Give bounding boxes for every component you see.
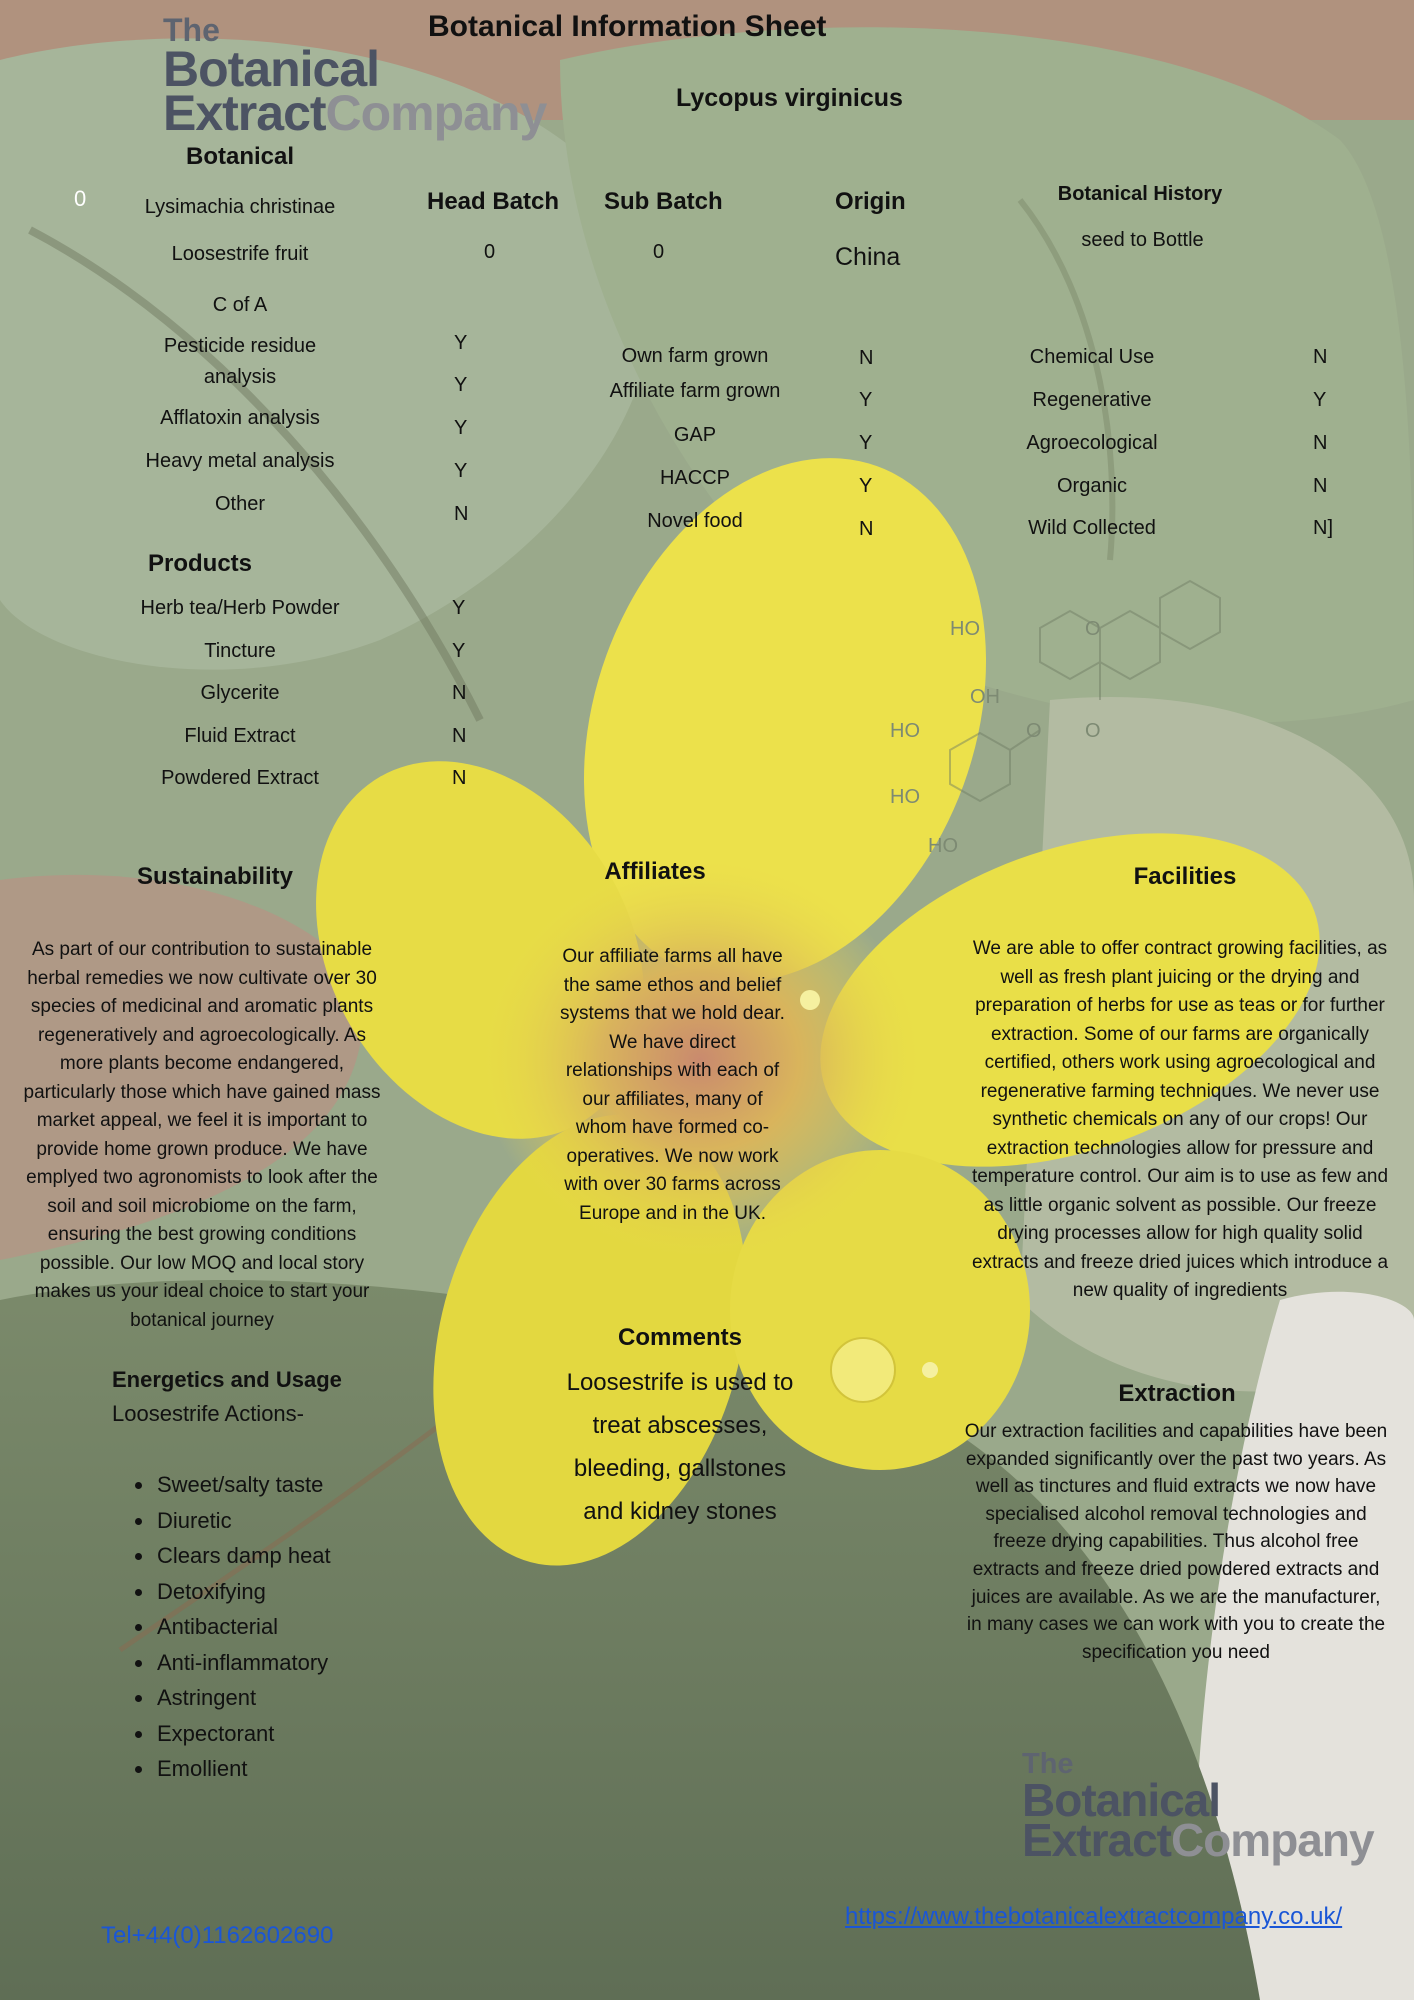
farming-haccp-label: HACCP <box>659 467 730 489</box>
action-item: • Antibacterial <box>155 1609 331 1645</box>
affiliates-line: relationships with each of <box>565 1060 780 1081</box>
sustainability-text <box>4 936 400 1335</box>
sub-batch-label: Sub Batch <box>604 188 723 215</box>
product-herb-tea-label: Herb tea/Herb Powder <box>140 597 340 619</box>
extraction-line: in many cases we can work with you to create the <box>966 1614 1386 1636</box>
extraction-line: well as tinctures and fluid extracts we now have <box>975 1476 1377 1498</box>
latin-name: Lycopus virginicus <box>676 84 903 112</box>
sustainability-line: regeneratively and agroecologically. As <box>37 1024 367 1046</box>
sustainability-line: As part of our contribution to sustainable <box>31 939 373 960</box>
energetics-heading: Energetics and Usage <box>112 1367 342 1392</box>
sustainability-line: soil and soil microbiome on the farm, <box>47 1195 357 1217</box>
farming-affiliate-value: Y <box>859 389 873 411</box>
sub-batch-value: 0 <box>653 241 665 263</box>
head-batch-label: Head Batch <box>427 188 560 215</box>
farming-gap-label: GAP <box>673 424 717 446</box>
affiliates-line: systems that we hold dear. <box>560 1003 785 1024</box>
history-organic-value: N <box>1313 475 1328 497</box>
logo-company-text: Company <box>325 85 547 141</box>
stray-zero: 0 <box>74 186 87 211</box>
logo-extract-company-line <box>163 85 547 141</box>
logo-extract-text: Extract <box>163 85 326 141</box>
extraction-line: specification you need <box>1081 1641 1270 1663</box>
test-other-label: Other <box>214 493 266 515</box>
sustainability-line: species of medicinal and aromatic plants <box>30 996 374 1017</box>
comments-line: and kidney stones <box>583 1498 777 1525</box>
energetics-subheading: Loosestrife Actions- <box>112 1401 304 1426</box>
company-logo-bottom <box>1022 1748 1374 1866</box>
sustainability-line: market appeal, we feel it is important to <box>36 1110 368 1131</box>
affiliates-line: Europe and in the UK. <box>579 1202 766 1224</box>
history-subtitle: seed to Bottle <box>1081 229 1204 251</box>
product-tincture-value: Y <box>452 640 466 662</box>
affiliates-line: whom have formed co- <box>575 1117 770 1138</box>
affiliates-line: our affiliates, many of <box>582 1088 763 1110</box>
product-glycerite-value: N <box>452 682 467 704</box>
test-pesticide-value: Y <box>454 332 468 354</box>
test-pesticide-label-2: analysis <box>203 366 277 388</box>
facilities-line: new quality of ingredients <box>1072 1280 1288 1301</box>
farming-haccp-value: Y <box>859 475 873 497</box>
affiliates-line: the same ethos and belief <box>563 974 782 996</box>
sustainability-line: botanical journey <box>130 1309 274 1331</box>
history-heading: Botanical History <box>1057 183 1223 205</box>
logo-extract-company-line <box>1022 1814 1374 1866</box>
anther-2 <box>922 1362 938 1378</box>
test-heavy-metal-label: Heavy metal analysis <box>145 450 335 472</box>
history-regenerative-value: Y <box>1313 389 1327 411</box>
affiliates-line: Our affiliate farms all have <box>562 946 783 967</box>
extraction-line: specialised alcohol removal technologies and <box>985 1503 1367 1525</box>
products-heading: Products <box>148 550 253 577</box>
action-item: • Astringent <box>155 1680 331 1716</box>
extraction-heading: Extraction <box>1118 1380 1236 1407</box>
sustainability-line: more plants become endangered, <box>59 1053 345 1074</box>
phone-number[interactable]: Tel+44(0)1162602690 <box>101 1922 334 1949</box>
farming-novel-food-label: Novel food <box>647 510 743 532</box>
facilities-text <box>950 935 1410 1306</box>
website-link[interactable]: https://www.thebotanicalextractcompany.co.uk/ <box>845 1903 1343 1930</box>
energetics-actions-list <box>113 1467 331 1787</box>
sustainability-line: emplyed two agronomists to look after the <box>26 1167 378 1188</box>
facilities-line: preparation of herbs for use as teas or for further <box>975 995 1385 1016</box>
action-item: • Expectorant <box>155 1716 331 1752</box>
farming-gap-value: Y <box>859 432 873 454</box>
logo-the-text: The <box>1022 1748 1074 1780</box>
facilities-line: synthetic chemicals on any of our crops! Our <box>992 1109 1368 1130</box>
farming-affiliate-label: Affiliate farm grown <box>609 380 781 402</box>
facilities-line: extraction technologies allow for pressure and <box>986 1137 1374 1159</box>
affiliates-text <box>540 943 805 1228</box>
logo-company-text: Company <box>1170 1814 1374 1866</box>
history-chemical-use-label: Chemical Use <box>1029 346 1155 368</box>
sustainability-heading: Sustainability <box>136 863 294 890</box>
history-organic-label: Organic <box>1056 475 1128 497</box>
product-fluid-extract-label: Fluid Extract <box>184 725 296 747</box>
farming-own-value: N <box>859 347 874 369</box>
extraction-line: juices are available. As we are the manufacturer, <box>971 1586 1381 1608</box>
molecule-label-ho-2: HO <box>890 720 920 742</box>
action-item: • Anti-inflammatory <box>155 1645 331 1681</box>
coa-label: C of A <box>212 294 268 316</box>
history-agroecological-value: N <box>1313 432 1328 454</box>
molecule-label-o-3: O <box>1085 720 1101 742</box>
facilities-line: extraction. Some of our farms are organically <box>990 1023 1370 1045</box>
facilities-line: regenerative farming techniques. We never use <box>980 1080 1380 1102</box>
action-item: • Clears damp heat <box>155 1538 331 1574</box>
extraction-line: freeze drying capabilities. Thus alcohol free <box>993 1531 1359 1553</box>
origin-value: China <box>835 243 901 271</box>
product-glycerite-label: Glycerite <box>200 682 280 704</box>
molecule-label-ho-3: HO <box>890 786 920 808</box>
affiliates-line: with over 30 farms across <box>564 1174 781 1195</box>
sustainability-line: provide home grown produce. We have <box>36 1138 368 1160</box>
sustainability-line: particularly those which have gained mass <box>23 1081 381 1103</box>
history-chemical-use-value: N <box>1313 346 1328 368</box>
test-other-value: Y <box>454 460 468 482</box>
molecule-label-ho-1: HO <box>950 618 980 640</box>
facilities-line: well as fresh plant juicing or the drying and <box>1000 966 1360 988</box>
history-regenerative-label: Regenerative <box>1032 389 1152 411</box>
logo-extract-text: Extract <box>1022 1814 1171 1866</box>
sheet-title: Botanical Information Sheet <box>428 10 827 43</box>
test-afflatoxin-value: Y <box>454 374 468 396</box>
action-item: • Detoxifying <box>155 1574 331 1610</box>
comments-line: bleeding, gallstones <box>573 1455 787 1482</box>
action-item: • Emollient <box>155 1751 331 1787</box>
molecule-label-oh: OH <box>970 686 1000 708</box>
botanical-heading: Botanical <box>185 143 295 170</box>
action-item: • Diuretic <box>155 1503 331 1539</box>
sustainability-line: ensuring the best growing conditions <box>47 1224 357 1245</box>
farming-novel-food-value: N <box>859 518 874 540</box>
logo-botanical-text: Botanical <box>1022 1774 1221 1826</box>
test-extra-value: N <box>454 503 469 525</box>
comments-heading: Comments <box>617 1324 743 1351</box>
sustainability-line: herbal remedies we now cultivate over 30 <box>27 967 377 989</box>
molecule-label-ho-4: HO <box>928 835 958 857</box>
extraction-line: extracts and freeze dried powdered extracts and <box>972 1558 1380 1580</box>
sustainability-line: possible. Our low MOQ and local story <box>39 1252 365 1274</box>
extraction-text <box>945 1418 1407 1666</box>
origin-label: Origin <box>835 188 906 215</box>
facilities-line: as little organic solvent as possible. Our freeze <box>983 1194 1377 1216</box>
comments-line: treat abscesses, <box>592 1412 768 1439</box>
facilities-line: We are able to offer contract growing facilities, as <box>972 938 1388 959</box>
facilities-line: certified, others work using agroecological and <box>984 1052 1376 1073</box>
affiliates-line: We have direct <box>609 1031 736 1053</box>
affiliates-heading: Affiliates <box>604 858 706 885</box>
logo-botanical-text: Botanical <box>163 41 380 97</box>
logo-the-text: The <box>163 12 220 48</box>
history-wild-collected-value: N] <box>1313 517 1333 539</box>
product-powdered-extract-label: Powdered Extract <box>161 767 319 789</box>
product-powdered-extract-value: N <box>452 767 467 789</box>
molecule-label-o-1: O <box>1085 618 1101 640</box>
action-item: • Sweet/salty taste <box>155 1467 331 1503</box>
test-afflatoxin-label: Afflatoxin analysis <box>160 407 320 429</box>
test-heavy-metal-value: Y <box>454 417 468 439</box>
comments-text <box>530 1361 830 1533</box>
sustainability-line: makes us your ideal choice to start your <box>34 1281 370 1302</box>
product-herb-tea-value: Y <box>452 597 466 619</box>
history-wild-collected-label: Wild Collected <box>1028 517 1156 539</box>
facilities-line: extracts and freeze dried juices which introduce a <box>971 1251 1389 1273</box>
facilities-line: drying processes allow for high quality solid <box>997 1223 1363 1244</box>
comments-line: Loosestrife is used to <box>566 1369 794 1396</box>
product-tincture-label: Tincture <box>204 640 276 662</box>
water-drop <box>831 1338 895 1402</box>
affiliates-line: operatives. We now work <box>566 1145 779 1167</box>
molecule-label-o-2: O <box>1026 720 1042 742</box>
extraction-line: Our extraction facilities and capabilities have been <box>964 1421 1388 1442</box>
botanical-common-name: Lysimachia christinae <box>144 196 336 218</box>
facilities-line: temperature control. Our aim is to use as few and <box>971 1166 1389 1187</box>
botanical-part: Loosestrife fruit <box>171 243 309 265</box>
history-agroecological-label: Agroecological <box>1026 432 1158 454</box>
extraction-line: expanded significantly over the past two years. As <box>965 1448 1387 1470</box>
product-fluid-extract-value: N <box>452 725 467 747</box>
farming-own-label: Own farm grown <box>621 345 769 367</box>
facilities-heading: Facilities <box>1133 863 1237 890</box>
head-batch-value: 0 <box>484 241 496 263</box>
test-pesticide-label-1: Pesticide residue <box>163 335 317 357</box>
